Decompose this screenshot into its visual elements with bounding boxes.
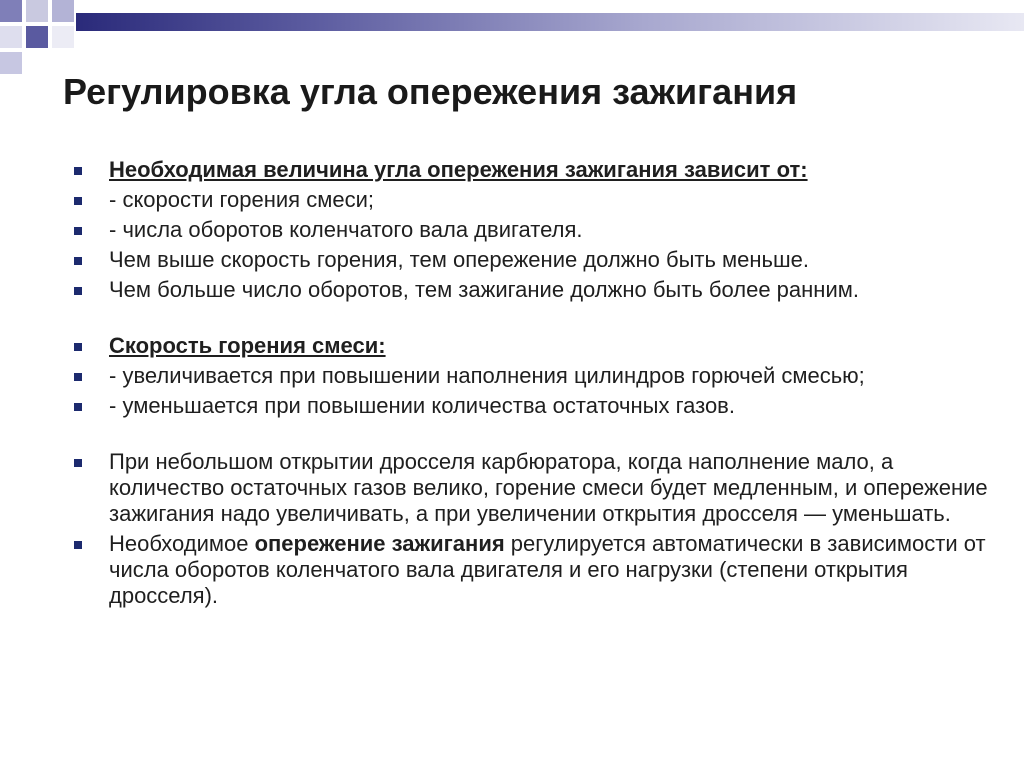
bullet-list <box>70 157 1005 609</box>
bullet-square-icon <box>74 227 82 235</box>
bullet-square-icon <box>74 167 82 175</box>
bullet-square-icon <box>74 459 82 467</box>
bullet-square-icon <box>74 257 82 265</box>
bullet-item <box>70 277 1005 303</box>
bullet-text: - скорости горения смеси; <box>109 187 374 212</box>
bullet-text-part: Необходимое <box>109 531 255 556</box>
bullet-text: При небольшом открытии дросселя карбюратора, когда наполнение мало, а количество остаточных газов велико, горение смеси будет медленным, и опережение зажигания надо увеличивать, а при увеличении открытия дросселя — уменьшать. <box>109 449 988 526</box>
bullet-text-bold: опережение зажигания <box>254 531 505 556</box>
bullet-text: - увеличивается при повышении наполнения цилиндров горючей смесью; <box>109 363 865 388</box>
header-gradient-bar <box>76 13 1024 31</box>
bullet-square-icon <box>74 541 82 549</box>
bullet-item <box>70 393 1005 419</box>
bullet-text: - уменьшается при повышении количества остаточных газов. <box>109 393 735 418</box>
decor-square <box>26 26 48 48</box>
bullet-item <box>70 247 1005 273</box>
bullet-text: Чем больше число оборотов, тем зажигание должно быть более ранним. <box>109 277 859 302</box>
bullet-text: Чем выше скорость горения, тем опережение должно быть меньше. <box>109 247 810 272</box>
bullet-square-icon <box>74 403 82 411</box>
bullet-item <box>70 449 1005 527</box>
bullet-square-icon <box>74 373 82 381</box>
decor-square <box>0 26 22 48</box>
bullet-text: Необходимая величина угла опережения зажигания зависит от: <box>109 157 808 182</box>
bullet-text-part: регулируется автоматически в зависимости от числа оборотов коленчатого вала двигателя и его нагрузки (степени открытия дросселя). <box>109 531 986 608</box>
bullet-text: Скорость горения смеси: <box>109 333 386 358</box>
bullet-item <box>70 531 1005 609</box>
bullet-item <box>70 217 1005 243</box>
bullet-square-icon <box>74 287 82 295</box>
decor-square <box>26 0 48 22</box>
bullet-item <box>70 363 1005 389</box>
decor-square <box>0 0 22 22</box>
decor-square <box>0 52 22 74</box>
bullet-heading-2 <box>70 333 1005 359</box>
bullet-heading-1 <box>70 157 1005 183</box>
bullet-text: - числа оборотов коленчатого вала двигателя. <box>109 217 583 242</box>
bullet-item <box>70 187 1005 213</box>
decor-square <box>52 26 74 48</box>
slide-title: Регулировка угла опережения зажигания <box>63 71 798 112</box>
bullet-square-icon <box>74 197 82 205</box>
bullet-square-icon <box>74 343 82 351</box>
decor-square <box>52 0 74 22</box>
